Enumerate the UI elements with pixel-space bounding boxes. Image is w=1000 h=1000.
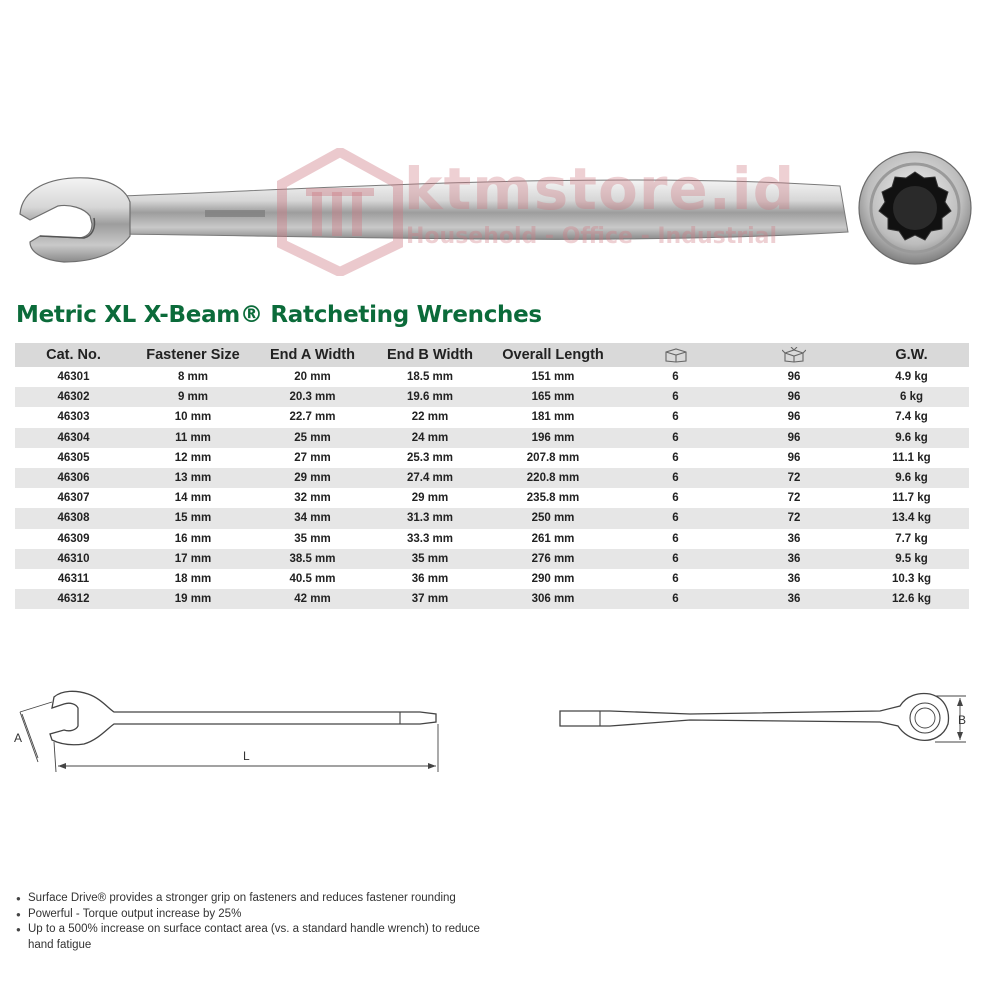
dimension-diagram-ring-end xyxy=(550,680,980,760)
watermark-tagline: Household - Office - Industrial xyxy=(406,224,778,249)
cell-outer-box-qty: 36 xyxy=(734,549,854,569)
cell-outer-box-qty: 36 xyxy=(734,589,854,609)
table-row xyxy=(15,549,969,569)
dim-label-a: A xyxy=(14,731,23,745)
cell-end-a-width: 25 mm xyxy=(254,428,371,448)
cell-end-b-width: 22 mm xyxy=(411,411,449,424)
dim-label-l: L xyxy=(243,749,250,763)
header-gross-weight: G.W. xyxy=(854,343,969,367)
cell-overall-length: 207.8 mm xyxy=(526,451,580,464)
header-overall-length: Overall Length xyxy=(489,343,617,367)
cell-inner-box-qty: 6 xyxy=(617,468,734,488)
cell-cat-no: 46306 xyxy=(15,468,132,488)
cell-outer-box-qty: 36 xyxy=(787,572,801,585)
cell-end-b-width: 18.5 mm xyxy=(406,371,454,384)
cell-gross-weight: 6 kg xyxy=(854,387,969,407)
cell-overall-length: 306 mm xyxy=(489,589,617,609)
cell-fastener-size: 11 mm xyxy=(132,428,254,448)
cell-fastener-size: 18 mm xyxy=(174,572,212,585)
cell-overall-length: 220.8 mm xyxy=(489,468,617,488)
cell-overall-length: 261 mm xyxy=(531,532,575,545)
header-end-a-width: End A Width xyxy=(254,343,371,367)
cell-overall-length: 196 mm xyxy=(489,428,617,448)
cell-fastener-size: 10 mm xyxy=(174,411,212,424)
cell-gross-weight: 12.6 kg xyxy=(854,589,969,609)
table-row xyxy=(15,488,969,508)
cell-end-b-width: 35 mm xyxy=(371,549,489,569)
cell-fastener-size: 13 mm xyxy=(132,468,254,488)
table-row xyxy=(15,387,969,407)
cell-fastener-size: 14 mm xyxy=(174,492,212,505)
feature-item: ● Up to a 500% increase on surface contact area (vs. a standard handle wrench) to reduce hand fatigue xyxy=(16,922,486,953)
cell-cat-no: 46305 xyxy=(57,451,90,464)
store-watermark xyxy=(276,148,796,288)
cell-fastener-size: 9 mm xyxy=(132,387,254,407)
feature-item: ● Surface Drive® provides a stronger grip on fasteners and reduces fastener rounding xyxy=(16,891,486,907)
header-cat-no: Cat. No. xyxy=(15,343,132,367)
cell-cat-no: 46309 xyxy=(57,532,90,545)
cell-gross-weight: 11.7 kg xyxy=(892,492,931,505)
cell-cat-no: 46312 xyxy=(15,589,132,609)
table-row xyxy=(15,448,969,468)
feature-list xyxy=(16,891,486,953)
cell-end-b-width: 27.4 mm xyxy=(371,468,489,488)
table-row xyxy=(15,569,969,589)
cell-cat-no: 46301 xyxy=(57,371,90,384)
header-outer-box xyxy=(734,343,854,367)
cell-end-a-width: 32 mm xyxy=(294,492,331,505)
cell-gross-weight: 10.3 kg xyxy=(892,572,931,585)
cell-overall-length: 165 mm xyxy=(489,387,617,407)
cell-end-b-width: 19.6 mm xyxy=(371,387,489,407)
cell-outer-box-qty: 72 xyxy=(734,468,854,488)
cell-overall-length: 235.8 mm xyxy=(526,492,580,505)
cell-overall-length: 276 mm xyxy=(489,549,617,569)
cell-overall-length: 151 mm xyxy=(531,371,575,384)
table-header-row xyxy=(15,343,969,367)
cell-cat-no: 46304 xyxy=(15,428,132,448)
header-end-b-width: End B Width xyxy=(371,343,489,367)
cell-fastener-size: 15 mm xyxy=(132,508,254,528)
cell-end-a-width: 29 mm xyxy=(254,468,371,488)
cell-inner-box-qty: 6 xyxy=(672,532,679,545)
cell-inner-box-qty: 6 xyxy=(617,589,734,609)
cell-gross-weight: 9.5 kg xyxy=(854,549,969,569)
spec-table xyxy=(15,343,969,609)
table-row xyxy=(15,508,969,528)
cell-gross-weight: 4.9 kg xyxy=(895,371,928,384)
cell-overall-length: 181 mm xyxy=(531,411,575,424)
cell-end-b-width: 29 mm xyxy=(411,492,449,505)
cell-gross-weight: 13.4 kg xyxy=(854,508,969,528)
cell-cat-no: 46308 xyxy=(15,508,132,528)
cell-outer-box-qty: 96 xyxy=(734,428,854,448)
cell-cat-no: 46311 xyxy=(57,572,90,585)
cell-inner-box-qty: 6 xyxy=(617,508,734,528)
cell-inner-box-qty: 6 xyxy=(617,428,734,448)
cell-cat-no: 46302 xyxy=(15,387,132,407)
cell-gross-weight: 9.6 kg xyxy=(854,428,969,448)
cell-end-b-width: 24 mm xyxy=(371,428,489,448)
cell-end-b-width: 25.3 mm xyxy=(406,451,454,464)
dimension-diagram-open-end xyxy=(10,680,450,780)
cell-cat-no: 46310 xyxy=(15,549,132,569)
cell-gross-weight: 7.4 kg xyxy=(895,411,928,424)
cell-end-b-width: 36 mm xyxy=(411,572,449,585)
outer-box-icon xyxy=(782,347,806,363)
cell-inner-box-qty: 6 xyxy=(617,387,734,407)
table-row xyxy=(15,407,969,427)
cell-inner-box-qty: 6 xyxy=(617,549,734,569)
cell-end-a-width: 35 mm xyxy=(294,532,331,545)
cell-outer-box-qty: 96 xyxy=(787,371,801,384)
cell-fastener-size: 12 mm xyxy=(174,451,212,464)
cell-inner-box-qty: 6 xyxy=(672,411,679,424)
cell-outer-box-qty: 72 xyxy=(787,492,801,505)
cell-outer-box-qty: 72 xyxy=(734,508,854,528)
cell-cat-no: 46303 xyxy=(57,411,90,424)
cell-gross-weight: 7.7 kg xyxy=(895,532,928,545)
watermark-name: ktmstore.id xyxy=(404,155,796,223)
cell-inner-box-qty: 6 xyxy=(672,371,679,384)
cell-overall-length: 290 mm xyxy=(531,572,575,585)
cell-end-b-width: 37 mm xyxy=(371,589,489,609)
cell-end-a-width: 40.5 mm xyxy=(289,572,336,585)
cell-outer-box-qty: 36 xyxy=(787,532,801,545)
header-inner-box xyxy=(617,343,734,367)
cell-end-a-width: 22.7 mm xyxy=(289,411,336,424)
cell-end-a-width: 20.3 mm xyxy=(254,387,371,407)
header-fastener-size: Fastener Size xyxy=(132,343,254,367)
cell-outer-box-qty: 96 xyxy=(787,451,801,464)
cell-inner-box-qty: 6 xyxy=(672,451,679,464)
product-title: Metric XL X-Beam® Ratcheting Wrenches xyxy=(16,302,542,328)
cell-end-a-width: 42 mm xyxy=(254,589,371,609)
cell-inner-box-qty: 6 xyxy=(672,492,679,505)
cell-fastener-size: 19 mm xyxy=(132,589,254,609)
cell-overall-length: 250 mm xyxy=(489,508,617,528)
table-row xyxy=(15,529,969,549)
cell-gross-weight: 11.1 kg xyxy=(892,451,931,464)
cell-end-a-width: 34 mm xyxy=(254,508,371,528)
table-row xyxy=(15,468,969,488)
cell-end-b-width: 33.3 mm xyxy=(406,532,454,545)
feature-item: ● Powerful - Torque output increase by 25% xyxy=(16,907,486,923)
cell-fastener-size: 16 mm xyxy=(174,532,212,545)
dim-label-b: B xyxy=(958,713,967,727)
cell-inner-box-qty: 6 xyxy=(672,572,679,585)
table-row xyxy=(15,367,969,387)
cell-end-a-width: 38.5 mm xyxy=(254,549,371,569)
store-logo-icon xyxy=(276,148,404,276)
table-row xyxy=(15,589,969,609)
cell-outer-box-qty: 96 xyxy=(734,387,854,407)
cell-end-a-width: 27 mm xyxy=(294,451,331,464)
inner-box-icon xyxy=(664,347,688,363)
cell-cat-no: 46307 xyxy=(57,492,90,505)
cell-outer-box-qty: 96 xyxy=(787,411,801,424)
cell-gross-weight: 9.6 kg xyxy=(854,468,969,488)
cell-end-a-width: 20 mm xyxy=(294,371,331,384)
cell-fastener-size: 8 mm xyxy=(177,371,209,384)
cell-end-b-width: 31.3 mm xyxy=(371,508,489,528)
table-row xyxy=(15,428,969,448)
cell-fastener-size: 17 mm xyxy=(132,549,254,569)
